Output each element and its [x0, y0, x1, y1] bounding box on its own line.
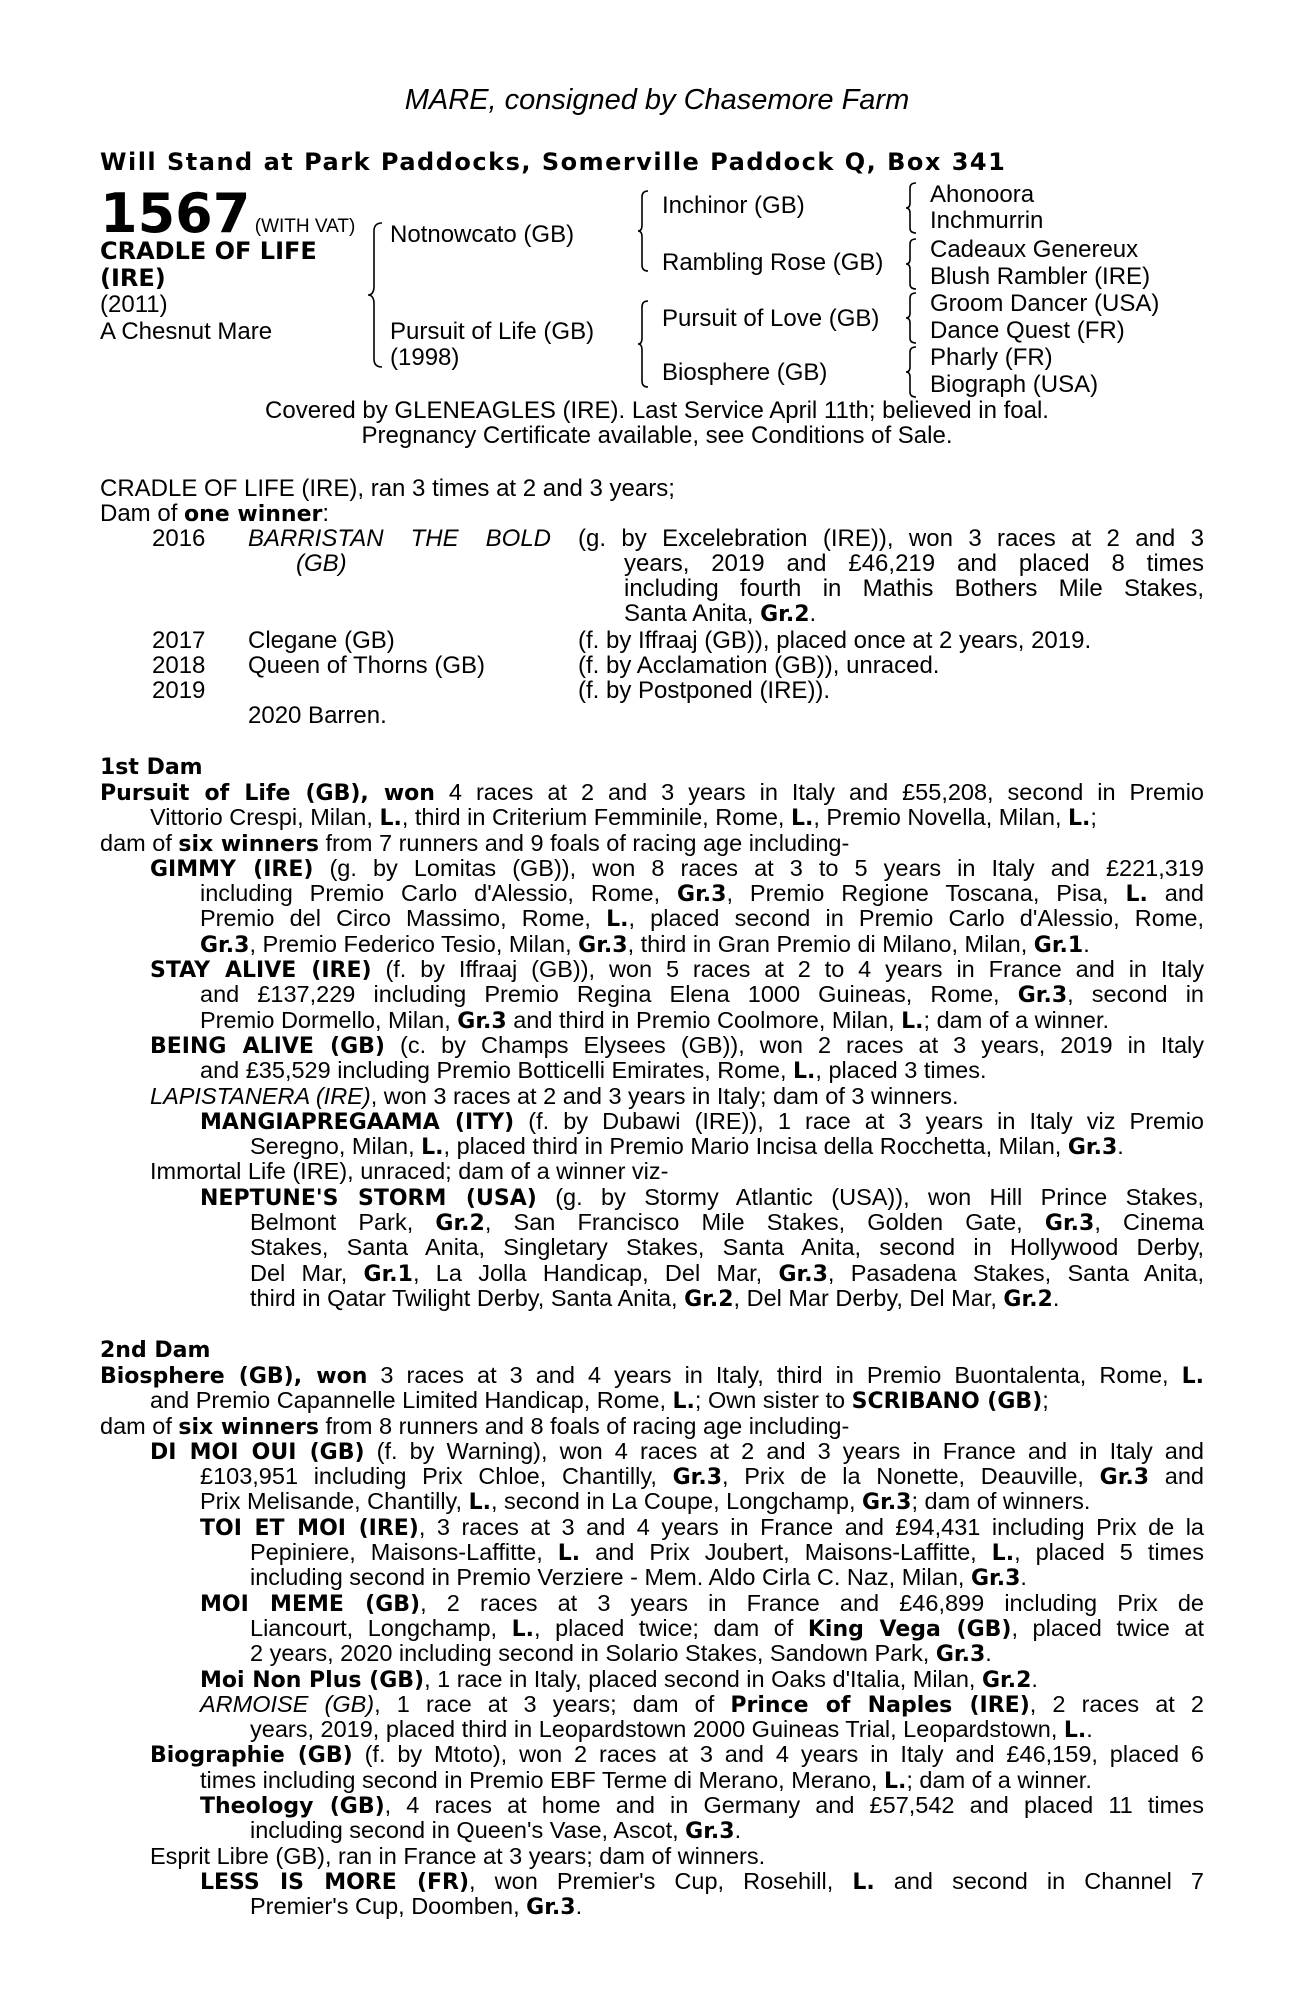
- grade-badge: Gr.3: [1044, 1211, 1095, 1237]
- grade-badge: Gr.3: [457, 1008, 507, 1034]
- grade-badge: L.: [1125, 882, 1148, 908]
- produce-detail: (f. by Postponed (IRE)).: [578, 677, 831, 704]
- text: and £137,229 including Premio Regina Elena 1000 Guineas, Rome,: [200, 981, 1018, 1008]
- dam-name: Biosphere (GB): [100, 1364, 294, 1389]
- text: including Premio Carlo d'Alessio, Rome,: [200, 880, 678, 907]
- pedigree-g3-4: Blush Rambler (IRE): [930, 263, 1151, 290]
- text: including second in Premio Verziere - Mem. Aldo Cirla C. Naz, Milan,: [250, 1564, 971, 1591]
- text: ; dam of a winner.: [906, 1766, 1092, 1793]
- pedigree-dam-dam: Biosphere (GB): [662, 359, 828, 386]
- grade-badge: Gr.3: [200, 932, 250, 958]
- horse-name: Biographie (GB): [150, 1743, 353, 1769]
- pedigree-g3-3: Cadeaux Genereux: [930, 236, 1139, 263]
- produce-detail: (g. by Excelebration (IRE)), won 3 races at 2 and 3: [578, 525, 1204, 552]
- pedigree-g3-1: Ahonoora: [930, 181, 1035, 208]
- pedigree-bracket-g4: [906, 346, 918, 398]
- horse-name: LAPISTANERA (IRE): [150, 1082, 371, 1109]
- grade-badge: Gr.3: [862, 1490, 912, 1516]
- pedigree-g3-5: Groom Dancer (USA): [930, 290, 1160, 317]
- produce-detail: including fourth in Mathis Bothers Mile Stakes,: [624, 575, 1204, 602]
- grade-badge: L.: [379, 806, 402, 832]
- pedigree-bracket-dam: [638, 300, 652, 388]
- horse-name: LESS IS MORE (FR): [200, 1869, 470, 1895]
- dam-name: Pursuit of Life (GB): [100, 781, 361, 806]
- produce-year: 2017: [152, 627, 206, 654]
- text: Pepiniere, Maisons-Laffitte,: [250, 1539, 558, 1566]
- grade-badge: Gr.3: [935, 1642, 986, 1668]
- horse-name: King Vega (GB): [807, 1616, 1012, 1642]
- text: including second in Queen's Vase, Ascot,: [250, 1817, 686, 1844]
- grade-badge: L.: [1063, 1718, 1087, 1744]
- text: .: [575, 1893, 583, 1920]
- pedigree-bracket-g3: [906, 292, 918, 344]
- text: (f. by Iffraaj (GB)), won 5 races at 2 to 4 years in France and in Italy: [371, 956, 1204, 983]
- page-title: MARE, consigned by Chasemore Farm: [404, 84, 910, 116]
- text-bold: six winners: [178, 1414, 319, 1440]
- produce-name-suffix: (GB): [296, 550, 347, 577]
- horse-description: A Chesnut Mare: [100, 318, 273, 345]
- grade-badge: L.: [852, 1869, 875, 1895]
- text: , Del Mar Derby, Del Mar,: [733, 1284, 1004, 1311]
- text: , third in Criterium Femminile, Rome,: [401, 804, 791, 831]
- dam-of-prefix: Dam of: [100, 500, 185, 527]
- grade-badge: L.: [793, 1059, 816, 1085]
- pedigree-bracket-sire: [638, 190, 652, 272]
- text: and second in Channel 7: [874, 1867, 1204, 1894]
- text: 4 races at 2 and 3 years in Italy and £55,208, second in Premio: [434, 779, 1204, 805]
- covered-line2: Pregnancy Certificate available, see Conditions of Sale.: [361, 422, 953, 449]
- horse-name: SCRIBANO (GB): [851, 1389, 1043, 1415]
- horse-name: TOI ET MOI (IRE): [200, 1515, 419, 1541]
- text: .: [1117, 1133, 1124, 1160]
- produce-detail: years, 2019 and £46,219 and placed 8 times: [624, 550, 1204, 577]
- text: 2 years, 2020 including second in Solario Stakes, Sandown Park,: [250, 1640, 936, 1667]
- pedigree-g3-6: Dance Quest (FR): [930, 317, 1125, 344]
- text: , 1 race at 3 years; dam of: [374, 1690, 731, 1717]
- grade-badge: L.: [421, 1135, 444, 1161]
- dam-of-suffix: :: [322, 500, 330, 527]
- grade-badge: Gr.3: [1017, 983, 1068, 1009]
- text: .: [1086, 1716, 1093, 1743]
- horse-year: (2011): [100, 291, 168, 318]
- text: , Premio Novella, Milan,: [813, 804, 1069, 831]
- pedigree-g3-2: Inchmurrin: [930, 207, 1044, 234]
- produce-name: BARRISTAN THE BOLD: [248, 525, 551, 552]
- text: Esprit Libre (GB), ran in France at 3 years; dam of winners.: [150, 1842, 766, 1869]
- won-label: , won: [360, 781, 435, 806]
- text: and: [1149, 1463, 1204, 1490]
- grade-badge: Gr.3: [970, 1566, 1021, 1592]
- text: ; dam of winners.: [911, 1488, 1091, 1515]
- grade-badge: L.: [606, 907, 629, 933]
- grade-badge: L.: [991, 1541, 1015, 1567]
- grade-badge: Gr.2: [981, 1667, 1032, 1693]
- horse-name: BEING ALIVE (GB): [150, 1033, 385, 1059]
- text: , 3 races at 3 and 4 years in France and £94,431 including Prix de la: [418, 1513, 1204, 1540]
- text: (c. by Champs Elysees (GB)), won 2 races at 3 years, 2019 in Italy: [384, 1031, 1204, 1058]
- produce-dam-of: [100, 501, 329, 528]
- horse-name: Moi Non Plus (GB): [200, 1667, 425, 1693]
- horse-name: STAY ALIVE (IRE): [150, 958, 372, 984]
- horse-name: GIMMY (IRE): [150, 856, 314, 882]
- second-dam-section: [100, 1363, 1204, 1920]
- horse-name: ARMOISE (GB): [200, 1690, 375, 1717]
- produce-detail: (f. by Acclamation (GB)), unraced.: [578, 652, 940, 679]
- produce-year: 2018: [152, 652, 206, 679]
- produce-barren: 2020 Barren.: [248, 702, 387, 729]
- text: (g. by Lomitas (GB)), won 8 races at 3 to 5 years in Italy and £221,319: [313, 854, 1204, 881]
- text: ;: [1090, 804, 1097, 831]
- text: third in Qatar Twilight Derby, Santa Anita,: [250, 1284, 685, 1311]
- text: from 8 runners and 8 foals of racing age including-: [318, 1412, 850, 1439]
- text: ; Own sister to: [694, 1387, 852, 1414]
- pedigree-dam-sire: Pursuit of Love (GB): [662, 305, 880, 332]
- text: , San Francisco Mile Stakes, Golden Gate,: [484, 1209, 1045, 1236]
- text: , placed twice at: [1011, 1614, 1204, 1641]
- pedigree-dam: Pursuit of Life (GB): [390, 318, 595, 345]
- grade-badge: Gr.1: [363, 1261, 413, 1287]
- text: Premier's Cup, Doomben,: [250, 1893, 527, 1920]
- text: and third in Premio Coolmore, Milan,: [506, 1006, 902, 1033]
- text: (f. by Dubawi (IRE)), 1 race at 3 years in Italy viz Premio: [514, 1107, 1204, 1134]
- text: dam of: [100, 1412, 179, 1439]
- text: , won Premier's Cup, Rosehill,: [469, 1867, 853, 1894]
- grade-badge: Gr.3: [677, 882, 727, 908]
- text: , Cinema: [1094, 1209, 1204, 1236]
- grade-badge: Gr.3: [1067, 1135, 1118, 1161]
- text: dam of: [100, 829, 179, 856]
- text: Prix Melisande, Chantilly,: [200, 1488, 469, 1515]
- text: , won 3 races at 2 and 3 years in Italy; dam of 3 winners.: [370, 1082, 959, 1109]
- text: (f. by Mtoto), won 2 races at 3 and 4 years in Italy and £46,159, placed 6: [352, 1741, 1204, 1768]
- grade-badge: Gr.2: [760, 602, 810, 627]
- text: , placed 5 times: [1014, 1539, 1205, 1566]
- pedigree-dam-year: (1998): [390, 344, 460, 371]
- lot-number-line: [100, 182, 355, 245]
- text: Vittorio Crespi, Milan,: [150, 804, 380, 831]
- pedigree-bracket-g1: [906, 182, 918, 234]
- text: years, 2019, placed third in Leopardstown 2000 Guineas Trial, Leopardstown,: [250, 1716, 1064, 1743]
- horse-name: Prince of Naples (IRE): [730, 1692, 1030, 1718]
- horse-name: MANGIAPREGAAMA (ITY): [200, 1109, 515, 1135]
- text: , Pasadena Stakes, Santa Anita,: [827, 1259, 1204, 1286]
- text: 3 races at 3 and 4 years in Italy, third in Premio Buontalenta, Rome,: [367, 1362, 1182, 1388]
- grade-badge: L.: [1068, 806, 1091, 832]
- produce-intro: CRADLE OF LIFE (IRE), ran 3 times at 2 and 3 years;: [100, 475, 675, 502]
- text: (f. by Warning), won 4 races at 2 and 3 years in France and in Italy and: [364, 1437, 1204, 1464]
- pedigree-bracket-g2: [906, 238, 918, 290]
- grade-badge: Gr.3: [578, 932, 628, 958]
- grade-badge: L.: [790, 806, 814, 832]
- horse-name: NEPTUNE'S STORM (USA): [200, 1185, 537, 1211]
- text: Stakes, Santa Anita, Singletary Stakes, Santa Anita, second in Hollywood Derby,: [250, 1234, 1204, 1261]
- text: , 1 race in Italy, placed second in Oaks d'Italia, Milan,: [424, 1665, 982, 1692]
- grade-badge: L.: [511, 1616, 535, 1642]
- stand-location: Will Stand at Park Paddocks, Somerville Paddock Q, Box 341: [100, 148, 1007, 176]
- text-bold: six winners: [178, 831, 319, 857]
- grade-badge: L.: [1181, 1364, 1205, 1389]
- text: and Premio Capannelle Limited Handicap, Rome,: [150, 1387, 673, 1414]
- text: and £35,529 including Premio Botticelli Emirates, Rome,: [200, 1057, 794, 1084]
- text: times including second in Premio EBF Terme di Merano, Merano,: [200, 1766, 884, 1793]
- text: .: [1083, 930, 1090, 957]
- pedigree-g3-8: Biograph (USA): [930, 371, 1099, 398]
- grade-badge: L.: [672, 1389, 695, 1415]
- grade-badge: Gr.2: [684, 1286, 734, 1312]
- covered-line1: Covered by GLENEAGLES (IRE). Last Service April 11th; believed in foal.: [265, 397, 1049, 424]
- text: , placed third in Premio Mario Incisa della Rocchetta, Milan,: [443, 1133, 1068, 1160]
- text: Premio Dormello, Milan,: [200, 1006, 458, 1033]
- text: , second in La Coupe, Longchamp,: [491, 1488, 863, 1515]
- grade-badge: Gr.2: [1003, 1286, 1053, 1312]
- won-label: , won: [293, 1364, 368, 1389]
- text: , second in: [1067, 981, 1204, 1008]
- pedigree-bracket-main: [368, 222, 388, 368]
- text: , 2 races at 3 years in France and £46,899 including Prix de: [420, 1589, 1204, 1616]
- grade-badge: L.: [557, 1541, 581, 1567]
- text: and Prix Joubert, Maisons-Laffitte,: [580, 1539, 992, 1566]
- text: from 7 runners and 9 foals of racing age including-: [318, 829, 850, 856]
- second-dam-heading: 2nd Dam: [100, 1338, 211, 1363]
- pedigree-sire: Notnowcato (GB): [390, 221, 575, 248]
- text: .: [1020, 1564, 1027, 1591]
- grade-badge: L.: [883, 1768, 907, 1794]
- text: .: [1031, 1665, 1038, 1692]
- text: Del Mar,: [250, 1259, 364, 1286]
- text: , placed second in Premio Carlo d'Alessio, Rome,: [628, 905, 1204, 932]
- produce-name: Queen of Thorns (GB): [248, 652, 485, 679]
- text: .: [1052, 1284, 1060, 1311]
- text: , placed twice; dam of: [534, 1614, 808, 1641]
- first-dam-heading: 1st Dam: [100, 755, 203, 780]
- grade-badge: Gr.2: [435, 1211, 485, 1237]
- detail-text: .: [809, 600, 817, 627]
- text: Belmont Park,: [250, 1209, 436, 1236]
- grade-badge: L.: [468, 1490, 491, 1516]
- text: and: [1147, 880, 1204, 907]
- detail-text: Santa Anita,: [624, 600, 761, 627]
- grade-badge: Gr.3: [1099, 1465, 1150, 1491]
- text: , La Jolla Handicap, Del Mar,: [412, 1259, 779, 1286]
- horse-name-line1: CRADLE OF LIFE: [100, 237, 317, 265]
- text: .: [985, 1640, 992, 1667]
- text: , Prix de la Nonette, Deauville,: [722, 1463, 1100, 1490]
- produce-year: 2019: [152, 677, 206, 704]
- text: £103,951 including Prix Chloe, Chantilly,: [200, 1463, 673, 1490]
- text: ; dam of a winner.: [923, 1006, 1110, 1033]
- grade-badge: Gr.3: [672, 1465, 723, 1491]
- horse-name: MOI MEME (GB): [200, 1591, 421, 1617]
- text: .: [734, 1817, 742, 1844]
- text: Premio del Circo Massimo, Rome,: [200, 905, 607, 932]
- text: ;: [1042, 1387, 1049, 1414]
- produce-name: Clegane (GB): [248, 627, 395, 654]
- dam-of-bold: one winner: [184, 502, 323, 527]
- horse-name-line2: (IRE): [100, 264, 166, 292]
- text: Liancourt, Longchamp,: [250, 1614, 512, 1641]
- text: (g. by Stormy Atlantic (USA)), won Hill Prince Stakes,: [536, 1183, 1204, 1210]
- grade-badge: L.: [901, 1008, 924, 1034]
- text: , Premio Regione Toscana, Pisa,: [726, 880, 1126, 907]
- horse-name: Theology (GB): [200, 1794, 385, 1820]
- text: , placed 3 times.: [815, 1057, 987, 1084]
- pedigree-sire-sire: Inchinor (GB): [662, 192, 805, 219]
- first-dam-section: [100, 780, 1204, 1311]
- produce-detail: [624, 601, 816, 628]
- pedigree-sire-dam: Rambling Rose (GB): [662, 249, 884, 276]
- grade-badge: Gr.3: [526, 1895, 576, 1921]
- text: , third in Gran Premio di Milano, Milan,: [627, 930, 1034, 957]
- grade-badge: Gr.1: [1033, 932, 1084, 958]
- vat-note: (WITH VAT): [254, 216, 356, 237]
- text: , Premio Federico Tesio, Milan,: [249, 930, 579, 957]
- text: Seregno, Milan,: [250, 1133, 422, 1160]
- produce-detail: (f. by Iffraaj (GB)), placed once at 2 years, 2019.: [578, 627, 1092, 654]
- grade-badge: Gr.3: [685, 1819, 735, 1845]
- text: Immortal Life (IRE), unraced; dam of a winner viz-: [150, 1158, 669, 1185]
- lot-number: 1567: [100, 182, 251, 245]
- grade-badge: Gr.3: [778, 1261, 828, 1287]
- horse-name: DI MOI OUI (GB): [150, 1439, 365, 1465]
- produce-year: 2016: [152, 525, 206, 552]
- text: , 2 races at 2: [1029, 1690, 1204, 1717]
- text: , 4 races at home and in Germany and £57,542 and placed 11 times: [384, 1792, 1204, 1819]
- pedigree-g3-7: Pharly (FR): [930, 344, 1053, 371]
